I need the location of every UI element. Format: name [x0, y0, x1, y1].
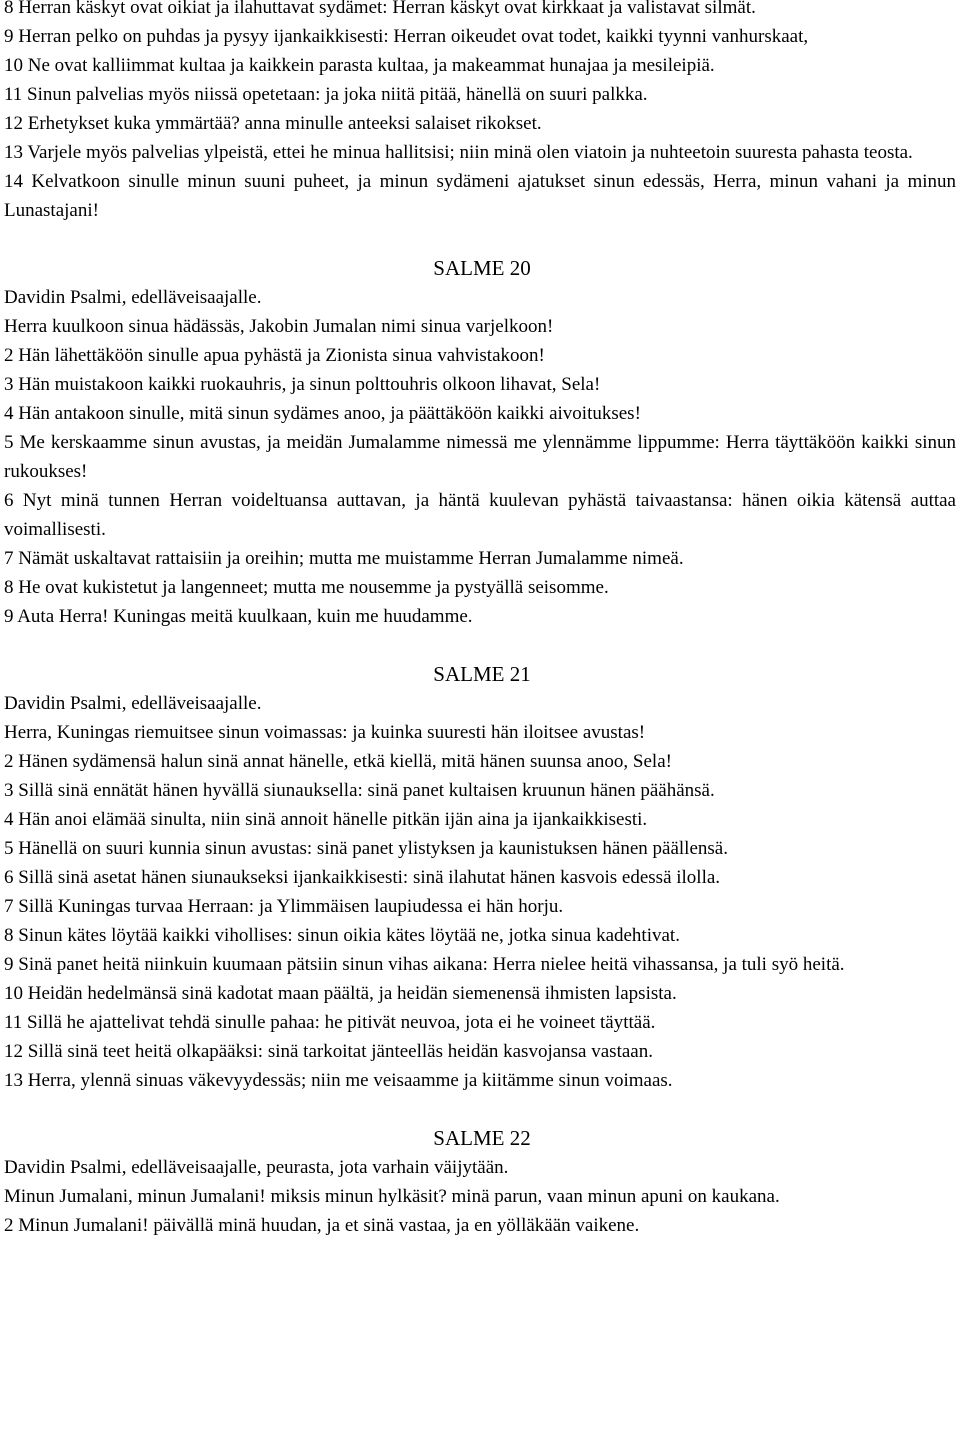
verse: 3 Hän muistakoon kaikki ruokauhris, ja sinun polttouhris olkoon lihavat, Sela!	[4, 374, 601, 395]
verse: 2 Minun Jumalani! päivällä minä huudan, ja et sinä vastaa, ja en yölläkään vaikene.	[4, 1215, 640, 1236]
verse: 4 Hän anoi elämää sinulta, niin sinä annoit hänelle pitkän ijän aina ja ijankaikkisesti.	[4, 809, 648, 830]
psalm-19-section	[4, 0, 956, 225]
verse: 8 He ovat kukistetut ja langenneet; mutta me nousemme ja pystyällä seisomme.	[4, 577, 609, 598]
verse: Herra kuulkoon sinua hädässäs, Jakobin Jumalan nimi sinua varjelkoon!	[4, 316, 554, 337]
verse: 4 Hän antakoon sinulle, mitä sinun sydämes anoo, ja päättäköön kaikki aivoitukses!	[4, 403, 641, 424]
verse: 13 Varjele myös palvelias ylpeistä, ettei he minua hallitsisi; niin minä olen viatoin ja nuhteetoin suuresta pahasta teosta.	[4, 142, 913, 163]
document-page	[4, 0, 956, 1240]
psalm-heading: SALME 20	[433, 256, 531, 280]
verse: 12 Sillä sinä teet heitä olkapääksi: sinä tarkoitat jänteelläs heidän kasvojansa vastaan.	[4, 1041, 653, 1062]
verse: 6 Sillä sinä asetat hänen siunaukseksi ijankaikkisesti: sinä ilahutat hänen kasvois edessä ilolla.	[4, 867, 721, 888]
verse: 12 Erhetykset kuka ymmärtää? anna minulle anteeksi salaiset rikokset.	[4, 113, 542, 134]
verse: 2 Hän lähettäköön sinulle apua pyhästä ja Zionista sinua vahvistakoon!	[4, 345, 545, 366]
verse: 11 Sillä he ajattelivat tehdä sinulle pahaa: he pitivät neuvoa, jota ei he voineet täyttää.	[4, 1012, 656, 1033]
psalm-heading: SALME 22	[433, 1126, 531, 1150]
verse: 2 Hänen sydämensä halun sinä annat hänelle, etkä kiellä, mitä hänen suunsa anoo, Sela!	[4, 751, 672, 772]
verse: Minun Jumalani, minun Jumalani! miksis minun hylkäsit? minä parun, vaan minun apuni on kaukana.	[4, 1186, 780, 1207]
psalm-22-section	[4, 1124, 956, 1240]
verse: 9 Sinä panet heitä niinkuin kuumaan pätsiin sinun vihas aikana: Herra nielee heitä vihassansa, ja tuli syö heitä.	[4, 954, 845, 975]
verse: 13 Herra, ylennä sinuas väkevyydessäs; niin me veisaamme ja kiitämme sinun voimaas.	[4, 1070, 673, 1091]
verse: 5 Hänellä on suuri kunnia sinun avustas: sinä panet ylistyksen ja kaunistuksen hänen päällensä.	[4, 838, 728, 859]
verse: 11 Sinun palvelias myös niissä opetetaan: ja joka niitä pitää, hänellä on suuri palkka.	[4, 84, 648, 105]
verse: 8 Herran käskyt ovat oikiat ja ilahuttavat sydämet: Herran käskyt ovat kirkkaat ja valistavat silmät.	[4, 0, 756, 18]
verse: 10 Ne ovat kalliimmat kultaa ja kaikkein parasta kultaa, ja makeammat hunajaa ja mesileipiä.	[4, 55, 715, 76]
verse: 8 Sinun kätes löytää kaikki vihollises: sinun oikia kätes löytää ne, jotka sinua kadehtivat.	[4, 925, 680, 946]
verse: 7 Sillä Kuningas turvaa Herraan: ja Ylimmäisen laupiudessa ei hän horju.	[4, 896, 564, 917]
psalm-20-section	[4, 254, 956, 631]
psalm-heading: SALME 21	[433, 662, 531, 686]
verse: Herra, Kuningas riemuitsee sinun voimassas: ja kuinka suuresti hän iloitsee avustas!	[4, 722, 646, 743]
verse: 9 Herran pelko on puhdas ja pysyy ijankaikkisesti: Herran oikeudet ovat todet, kaikki tyynni vanhurskaat,	[4, 26, 809, 47]
psalm-21-section	[4, 660, 956, 1095]
verse: 6 Nyt minä tunnen Herran voideltuansa auttavan, ja häntä kuulevan pyhästä taivaastansa: hänen oikia kätensä auttaa voimallisesti.	[4, 490, 956, 540]
verse: 9 Auta Herra! Kuningas meitä kuulkaan, kuin me huudamme.	[4, 606, 473, 627]
verse: 5 Me kerskaamme sinun avustas, ja meidän Jumalamme nimessä me ylennämme lippumme: Herra täyttäköön kaikki sinun rukoukses!	[4, 432, 956, 482]
psalm-subtitle: Davidin Psalmi, edelläveisaajalle.	[4, 693, 262, 714]
verse: 3 Sillä sinä ennätät hänen hyvällä siunauksella: sinä panet kultaisen kruunun hänen päähänsä.	[4, 780, 715, 801]
psalm-subtitle: Davidin Psalmi, edelläveisaajalle, peurasta, jota varhain väijytään.	[4, 1157, 509, 1178]
psalm-subtitle: Davidin Psalmi, edelläveisaajalle.	[4, 287, 262, 308]
verse: 10 Heidän hedelmänsä sinä kadotat maan päältä, ja heidän siemenensä ihmisten lapsista.	[4, 983, 677, 1004]
verse: 7 Nämät uskaltavat rattaisiin ja oreihin; mutta me muistamme Herran Jumalamme nimeä.	[4, 548, 684, 569]
verse: 14 Kelvatkoon sinulle minun suuni puheet, ja minun sydämeni ajatukset sinun edessäs, Herra, minun vahani ja minun Lunastajani!	[4, 171, 956, 221]
